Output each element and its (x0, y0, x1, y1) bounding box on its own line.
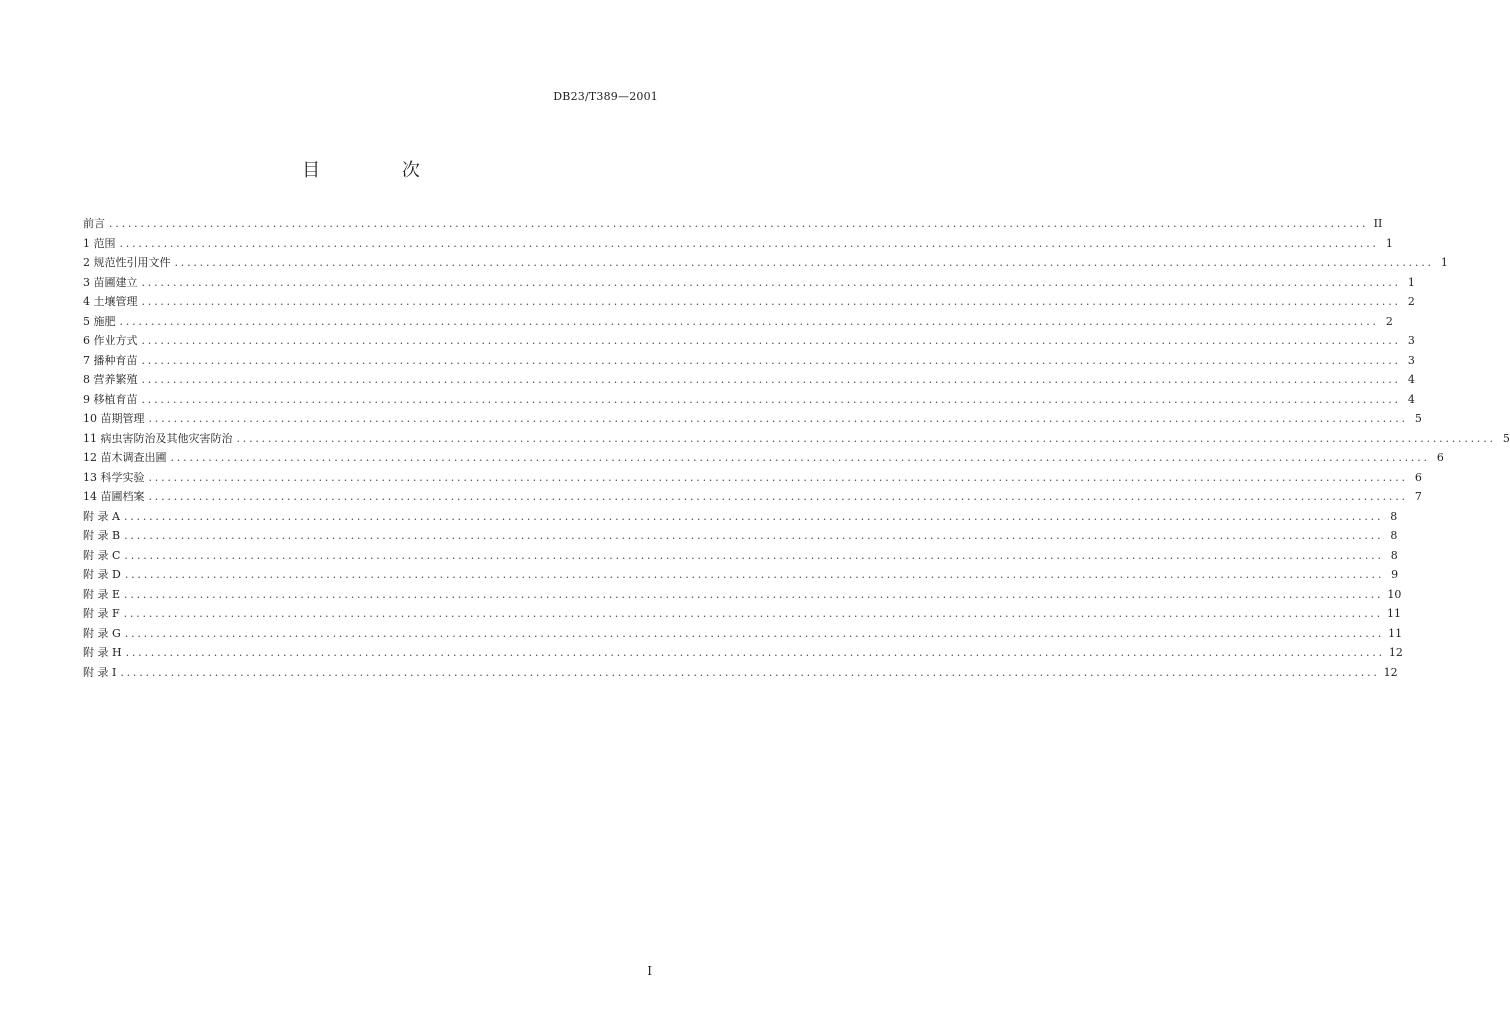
toc-dot-leader: ........................................................................................................................................................................................................ (124, 548, 1384, 562)
page-number: I (647, 964, 652, 978)
toc-entry-page: 6 (1436, 451, 1444, 464)
toc-entry-page: 12 (1383, 665, 1398, 679)
toc-entry-label: 1 范围 (83, 236, 116, 250)
toc-dot-leader: ........................................................................................................................................................................................................ (125, 646, 1385, 659)
toc-entry-page: 1 (1407, 275, 1415, 289)
toc-dot-leader: ........................................................................................................................................................................................................ (124, 529, 1384, 542)
toc-dot-leader: ........................................................................................................................................................................................................ (141, 392, 1401, 406)
toc-entry[interactable] (83, 487, 1422, 507)
toc-entry-label: 14 苗圃档案 (83, 490, 145, 503)
toc-entry[interactable] (83, 526, 1398, 546)
toc-entry-label: 附 录 I (83, 665, 117, 679)
toc-entry-label: 附 录 D (83, 568, 121, 581)
toc-entry[interactable] (83, 643, 1403, 663)
toc-entry[interactable] (83, 448, 1444, 468)
toc-entry-label: 附 录 B (83, 529, 121, 542)
toc-entry[interactable] (83, 234, 1393, 254)
toc-dot-leader: ........................................................................................................................................................................................................ (124, 568, 1385, 581)
toc-entry-label: 4 土壤管理 (83, 295, 138, 308)
standard-code: DB23/T389—2001 (553, 90, 658, 103)
toc-entry[interactable] (83, 624, 1403, 644)
toc-entry-page: 1 (1385, 236, 1393, 250)
toc-entry-label: 2 规范性引用文件 (83, 256, 171, 269)
toc-entry[interactable] (83, 390, 1415, 410)
toc-entry-label: 附 录 G (83, 626, 121, 640)
toc-entry-page: 3 (1407, 334, 1415, 347)
toc-entry-label: 7 播种育苗 (83, 353, 138, 367)
toc-entry-page: 8 (1390, 509, 1398, 523)
toc-dot-leader: ........................................................................................................................................................................................................ (141, 353, 1401, 367)
toc-dot-leader: ........................................................................................................................................................................................................ (124, 626, 1385, 640)
toc-entry-label: 8 营养繁殖 (83, 373, 138, 386)
toc-entry-page: 3 (1407, 353, 1415, 367)
toc-entry-label: 11 病虫害防治及其他灾害防治 (83, 431, 233, 445)
toc-entry-label: 附 录 A (83, 509, 120, 523)
toc-dot-leader: ........................................................................................................................................................................................................ (148, 412, 1408, 425)
toc-entry[interactable] (83, 468, 1422, 488)
toc-entry[interactable] (83, 663, 1398, 683)
toc-entry-page: 6 (1414, 470, 1422, 484)
page-title: 目 次 (302, 160, 458, 181)
toc-entry-label: 3 苗圃建立 (83, 275, 138, 289)
toc-dot-leader: ........................................................................................................................................................................................................ (123, 607, 1383, 620)
toc-entry-label: 附 录 E (83, 587, 121, 601)
toc-entry-page: 8 (1390, 548, 1398, 562)
toc-entry-page: 9 (1391, 568, 1399, 581)
toc-entry[interactable] (83, 604, 1401, 624)
table-of-contents (83, 214, 1510, 682)
toc-entry-page: II (1373, 217, 1383, 230)
toc-entry-label: 12 苗木调查出圃 (83, 451, 167, 464)
toc-entry-label: 13 科学实验 (83, 470, 145, 484)
toc-entry-label: 附 录 H (83, 646, 122, 659)
toc-dot-leader: ........................................................................................................................................................................................................ (109, 217, 1369, 230)
toc-dot-leader: ........................................................................................................................................................................................................ (119, 236, 1379, 250)
toc-entry-page: 2 (1385, 314, 1393, 328)
toc-entry[interactable] (83, 214, 1383, 234)
toc-entry[interactable] (83, 351, 1415, 371)
toc-dot-leader: ........................................................................................................................................................................................................ (236, 431, 1496, 445)
toc-dot-leader: ........................................................................................................................................................................................................ (174, 256, 1434, 269)
toc-entry-page: 5 (1502, 431, 1510, 445)
toc-entry-label: 附 录 F (83, 607, 120, 620)
toc-dot-leader: ........................................................................................................................................................................................................ (148, 490, 1408, 503)
toc-entry-label: 9 移植育苗 (83, 392, 138, 406)
toc-entry[interactable] (83, 565, 1399, 585)
toc-entry-label: 附 录 C (83, 548, 121, 562)
toc-entry-page: 1 (1440, 256, 1448, 269)
toc-entry-page: 10 (1387, 587, 1402, 601)
toc-entry-label: 5 施肥 (83, 314, 116, 328)
toc-entry-page: 7 (1414, 490, 1422, 503)
toc-entry[interactable] (83, 429, 1510, 449)
toc-entry-page: 11 (1386, 607, 1401, 620)
toc-entry-page: 2 (1407, 295, 1415, 308)
toc-entry[interactable] (83, 409, 1422, 429)
toc-dot-leader: ........................................................................................................................................................................................................ (141, 373, 1401, 386)
toc-entry[interactable] (83, 253, 1448, 273)
toc-dot-leader: ........................................................................................................................................................................................................ (141, 334, 1401, 347)
toc-entry[interactable] (83, 370, 1415, 390)
toc-dot-leader: ........................................................................................................................................................................................................ (141, 295, 1401, 308)
toc-entry[interactable] (83, 312, 1393, 332)
toc-entry-label: 前言 (83, 217, 105, 230)
toc-entry-page: 5 (1414, 412, 1422, 425)
toc-entry-page: 8 (1390, 529, 1398, 542)
toc-entry-page: 4 (1407, 373, 1415, 386)
toc-dot-leader: ........................................................................................................................................................................................................ (119, 314, 1379, 328)
toc-dot-leader: ........................................................................................................................................................................................................ (124, 587, 1384, 601)
toc-entry[interactable] (83, 546, 1398, 566)
toc-entry-page: 11 (1388, 626, 1403, 640)
toc-entry[interactable] (83, 507, 1398, 527)
toc-dot-leader: ........................................................................................................................................................................................................ (148, 470, 1408, 484)
toc-entry-page: 12 (1388, 646, 1403, 659)
toc-dot-leader: ........................................................................................................................................................................................................ (120, 665, 1380, 679)
toc-entry-page: 4 (1407, 392, 1415, 406)
toc-entry-label: 6 作业方式 (83, 334, 138, 347)
toc-entry[interactable] (83, 273, 1415, 293)
toc-dot-leader: ........................................................................................................................................................................................................ (170, 451, 1430, 464)
toc-entry[interactable] (83, 292, 1415, 312)
toc-entry[interactable] (83, 585, 1402, 605)
toc-dot-leader: ........................................................................................................................................................................................................ (141, 275, 1401, 289)
toc-entry[interactable] (83, 331, 1415, 351)
toc-dot-leader: ........................................................................................................................................................................................................ (123, 509, 1384, 523)
toc-entry-label: 10 苗期管理 (83, 412, 145, 425)
